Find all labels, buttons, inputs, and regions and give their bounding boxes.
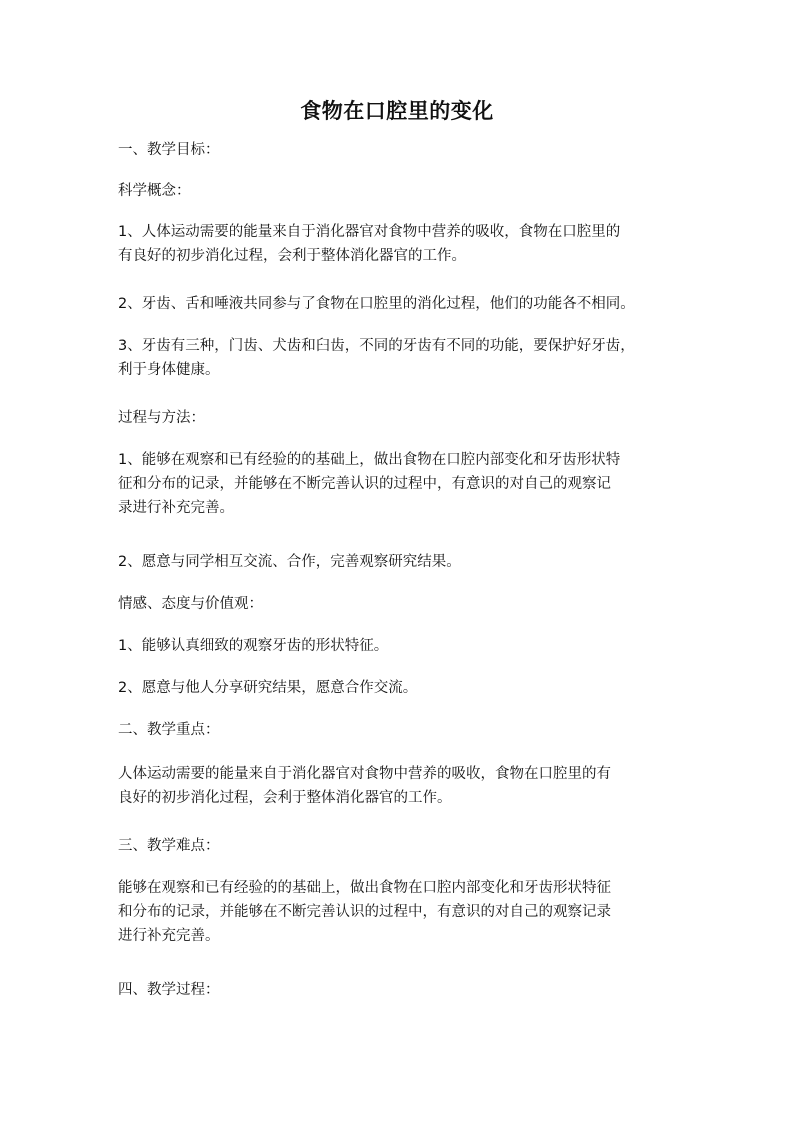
heading-science-concepts: 科学概念： [118, 183, 191, 199]
heading-attitudes-values: 情感、态度与价值观： [118, 596, 263, 612]
heading-teaching-process: 四、教学过程： [118, 982, 220, 998]
paragraph-teaching-focus: 人体运动需要的能量来自于消化器官对食物中营养的吸收，食物在口腔里的有 良好的初步消化过程，会利于整体消化器官的工作。 [118, 766, 611, 806]
heading-teaching-focus: 二、教学重点： [118, 722, 220, 738]
heading-process-methods: 过程与方法： [118, 410, 205, 426]
paragraph-concept-1: 1、人体运动需要的能量来自于消化器官对食物中营养的吸收，食物在口腔里的 有良好的初步消化过程，会利于整体消化器官的工作。 [118, 224, 621, 264]
paragraph-attitude-1: 1、能够认真细致的观察牙齿的形状特征。 [118, 638, 389, 654]
paragraph-teaching-difficulty: 能够在观察和已有经验的的基础上，做出食物在口腔内部变化和牙齿形状特征 和分布的记录，并能够在不断完善认识的过程中，有意识的对自己的观察记录 进行补充完善。 [118, 880, 611, 944]
heading-teaching-goals: 一、教学目标： [118, 142, 220, 158]
paragraph-attitude-2: 2、愿意与他人分享研究结果，愿意合作交流。 [118, 680, 418, 696]
document-title: 食物在口腔里的变化 [300, 99, 494, 123]
paragraph-concept-2: 2、牙齿、舌和唾液共同参与了食物在口腔里的消化过程，他们的功能各不相同。 [118, 296, 635, 312]
paragraph-concept-3: 3、牙齿有三种，门齿、犬齿和臼齿，不同的牙齿有不同的功能，要保护好牙齿， 利于身体健康。 [118, 338, 635, 378]
paragraph-method-1: 1、能够在观察和已有经验的的基础上，做出食物在口腔内部变化和牙齿形状特 征和分布的记录，并能够在不断完善认识的过程中，有意识的对自己的观察记 录进行补充完善。 [118, 452, 621, 516]
paragraph-method-2: 2、愿意与同学相互交流、合作，完善观察研究结果。 [118, 554, 461, 570]
heading-teaching-difficulty: 三、教学难点： [118, 838, 220, 854]
